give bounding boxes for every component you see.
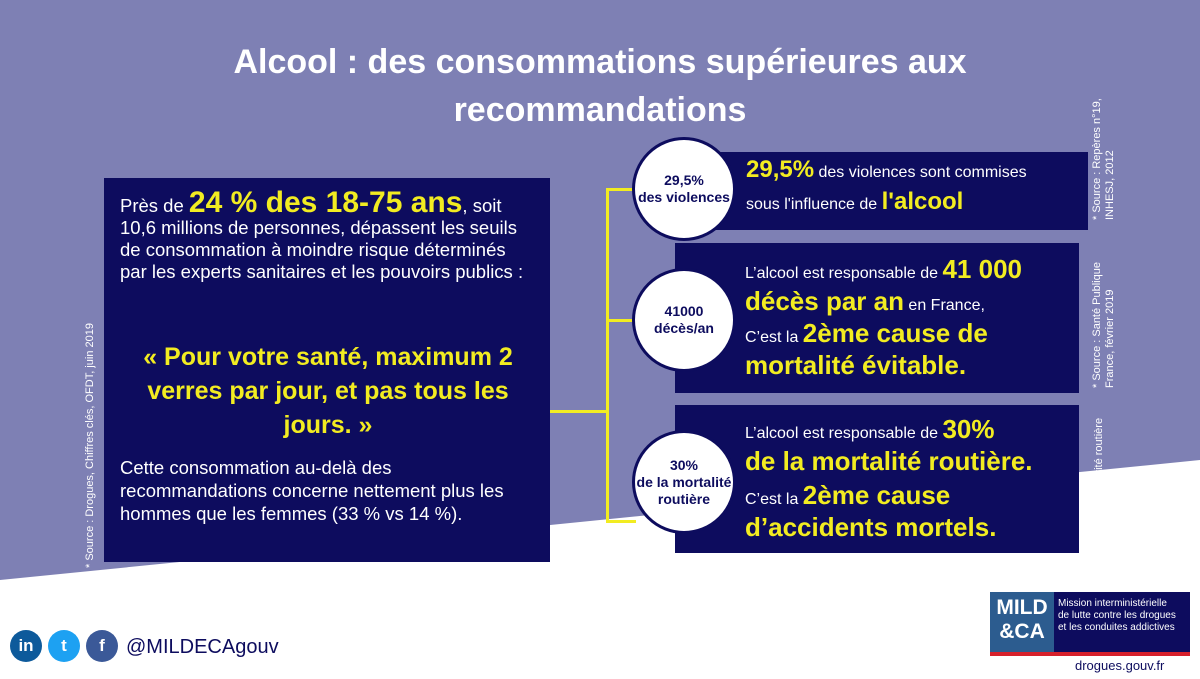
- circle-violence: 29,5% des violences: [632, 137, 736, 241]
- fact-box-violence: 29,5% des violences sont commises sous l'influence de l'alcool: [690, 152, 1088, 230]
- mildeca-logo: MILD &CA: [990, 592, 1054, 652]
- source-road: * Source : Sécurité routière: [1093, 417, 1105, 550]
- source-violence: * Source : Repères n°19, INHESJ, 2012: [1091, 98, 1116, 220]
- summary-outro: Cette consommation au-delà des recommandations concerne nettement plus les hommes que les femmes (33 % vs 14 %).: [120, 457, 504, 524]
- connector-vertical: [606, 188, 609, 522]
- summary-box: [104, 178, 550, 562]
- logo-red-line: [990, 652, 1190, 656]
- website-link[interactable]: drogues.gouv.fr: [1075, 658, 1165, 673]
- circle-road: 30% de la mortalité routière: [632, 430, 736, 534]
- connector-3: [606, 520, 636, 523]
- source-deaths: * Source : Santé Publique France, février 2019: [1091, 262, 1116, 388]
- fact-box-deaths: L’alcool est responsable de 41 000 décès par an en France, C’est la 2ème cause de mortalité évitable.: [675, 243, 1079, 393]
- connector-main: [550, 410, 608, 413]
- linkedin-icon[interactable]: in: [10, 630, 42, 662]
- twitter-icon[interactable]: t: [48, 630, 80, 662]
- facebook-icon[interactable]: f: [86, 630, 118, 662]
- social-links: [10, 630, 118, 662]
- recommendation-quote: « Pour votre santé, maximum 2 verres par jour, et pas tous les jours. »: [143, 343, 513, 439]
- social-handle[interactable]: @MILDECAgouv: [126, 636, 279, 658]
- circle-deaths: 41000 décès/an: [632, 268, 736, 372]
- page-title: Alcool : des consommations supérieures aux recommandations: [233, 43, 967, 129]
- summary-intro: Près de 24 % des 18-75 ans, soit 10,6 millions de personnes, dépassent les seuils de consommation à moindre risque déterminés par les experts sanitaires et les pouvoirs publics :: [120, 186, 524, 282]
- org-name: Mission interministérielle de lutte contre les drogues et les conduites addictives: [1054, 592, 1190, 652]
- fact-box-road: L’alcool est responsable de 30% de la mortalité routière. C’est la 2ème cause d’accidents mortels.: [675, 405, 1079, 553]
- source-left: * Source : Drogues, Chiffres clés, OFDT, juin 2019: [84, 323, 96, 568]
